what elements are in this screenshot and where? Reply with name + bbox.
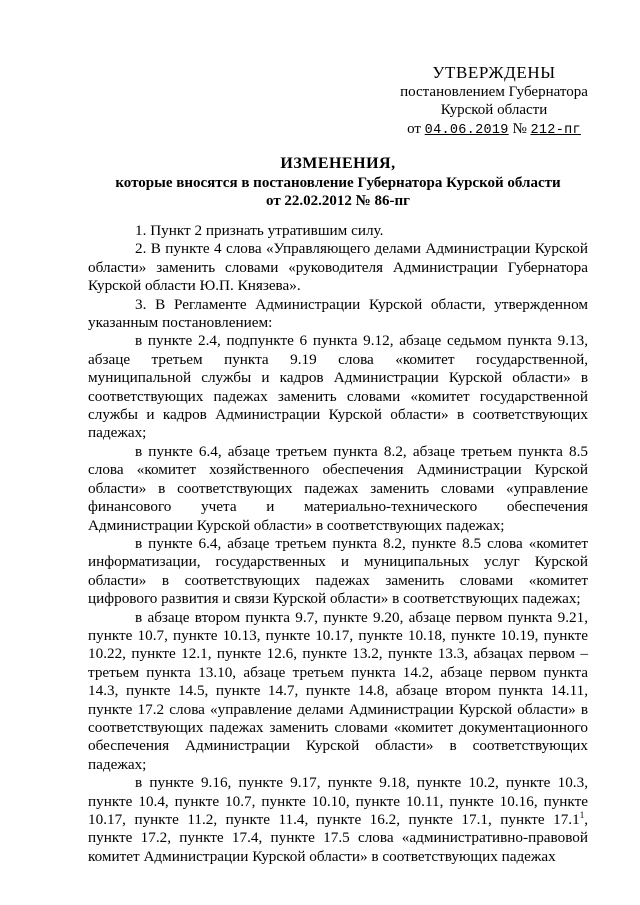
heading-line-2: от 22.02.2012 № 86-пг xyxy=(266,193,410,210)
paragraph-3: 3. В Регламенте Администрации Курской области, утвержденном указанным постановлением: xyxy=(88,295,588,332)
approval-title: УТВЕРЖДЕНЫ xyxy=(432,63,556,82)
approval-number: 212-пг xyxy=(530,122,581,138)
document-body xyxy=(88,216,588,866)
paragraph-8-text-start: в пункте 9.16, пункте 9.17, пункте 9.18, пункте 10.2, пункте 10.3, пункте 10.4, пункте 10.7, пункте 10.10, пункте 10.11, пункте 10.16, пункте 10.17, пункте 11.2, пункте 11.4, пункте 16.2, пункте 17.1, пункте 17.1 xyxy=(88,774,588,828)
document-heading xyxy=(88,154,588,211)
heading-line-1: которые вносятся в постановление Губернатора Курской области xyxy=(115,175,561,191)
paragraph-8-text-end: , пункте 17.2, пункте 17.4, пункте 17.5 слова «административно-правовой комитет Администрации Курской области» в соответствующих падежах xyxy=(88,811,588,865)
approval-line-2: Курской области xyxy=(440,102,548,119)
paragraph-8 xyxy=(88,774,588,866)
paragraph-4: в пункте 2.4, подпункте 6 пункта 9.12, абзаце седьмом пункта 9.13, абзаце третьем пункта 9.19 слова «комитет государственной, муниципальной службы и кадров Администрации Курской области» в соответствующих падежах заменить словами «комитет государственной службы и кадров Администрации Курской области» в соответствующих падежах; xyxy=(88,332,588,442)
superscript-index: 1 xyxy=(579,809,585,820)
paragraph-1: 1. Пункт 2 признать утратившим силу. xyxy=(135,222,384,239)
approval-from-label: от xyxy=(407,120,421,137)
approval-number-label: № xyxy=(512,120,527,137)
paragraph-6: в пункте 6.4, абзаце третьем пункта 8.2, пункте 8.5 слова «комитет информатизации, государственных и муниципальных услуг Курской области» в соответствующих падежах заменить словами «комитет цифрового развития и связи Курской области» в соответствующих падежах; xyxy=(88,534,588,608)
approval-document-line xyxy=(384,120,604,140)
approval-stamp xyxy=(384,63,604,140)
approval-date: 04.06.2019 xyxy=(424,122,509,138)
approval-line-1: постановлением Губернатора xyxy=(400,84,588,100)
paragraph-2: 2. В пункте 4 слова «Управляющего делами Администрации Курской области» заменить словами «руководителя Администрации Губернатора Курской области Ю.П. Князева». xyxy=(88,240,588,295)
paragraph-7: в абзаце втором пункта 9.7, пункте 9.20, абзаце первом пункта 9.21, пункте 10.7, пункте 10.13, пункте 10.17, пункте 10.18, пункте 10.19, пункте 10.22, пункте 12.1, пункте 12.6, пункте 13.2, пункте 13.3, абзацах первом – третьем пункта 13.10, абзаце третьем пункта 14.2, абзаце первом пункта 14.3, пункте 14.5, пункте 14.7, пункте 14.8, абзаце втором пункта 14.11, пункте 17.2 слова «управление делами Администрации Курской области» в соответствующих падежах заменить словами «комитет документационного обеспечения Администрации Курской области» в соответствующих падежах; xyxy=(88,608,588,773)
paragraph-5: в пункте 6.4, абзаце третьем пункта 8.2, абзаце третьем пункта 8.5 слова «комитет хозяйственного обеспечения Администрации Курской области» в соответствующих падежах заменить словами «управление финансового учета и материально-технического обеспечения Администрации Курской области» в соответствующих падежах; xyxy=(88,442,588,534)
heading-title: ИЗМЕНЕНИЯ, xyxy=(280,155,396,172)
